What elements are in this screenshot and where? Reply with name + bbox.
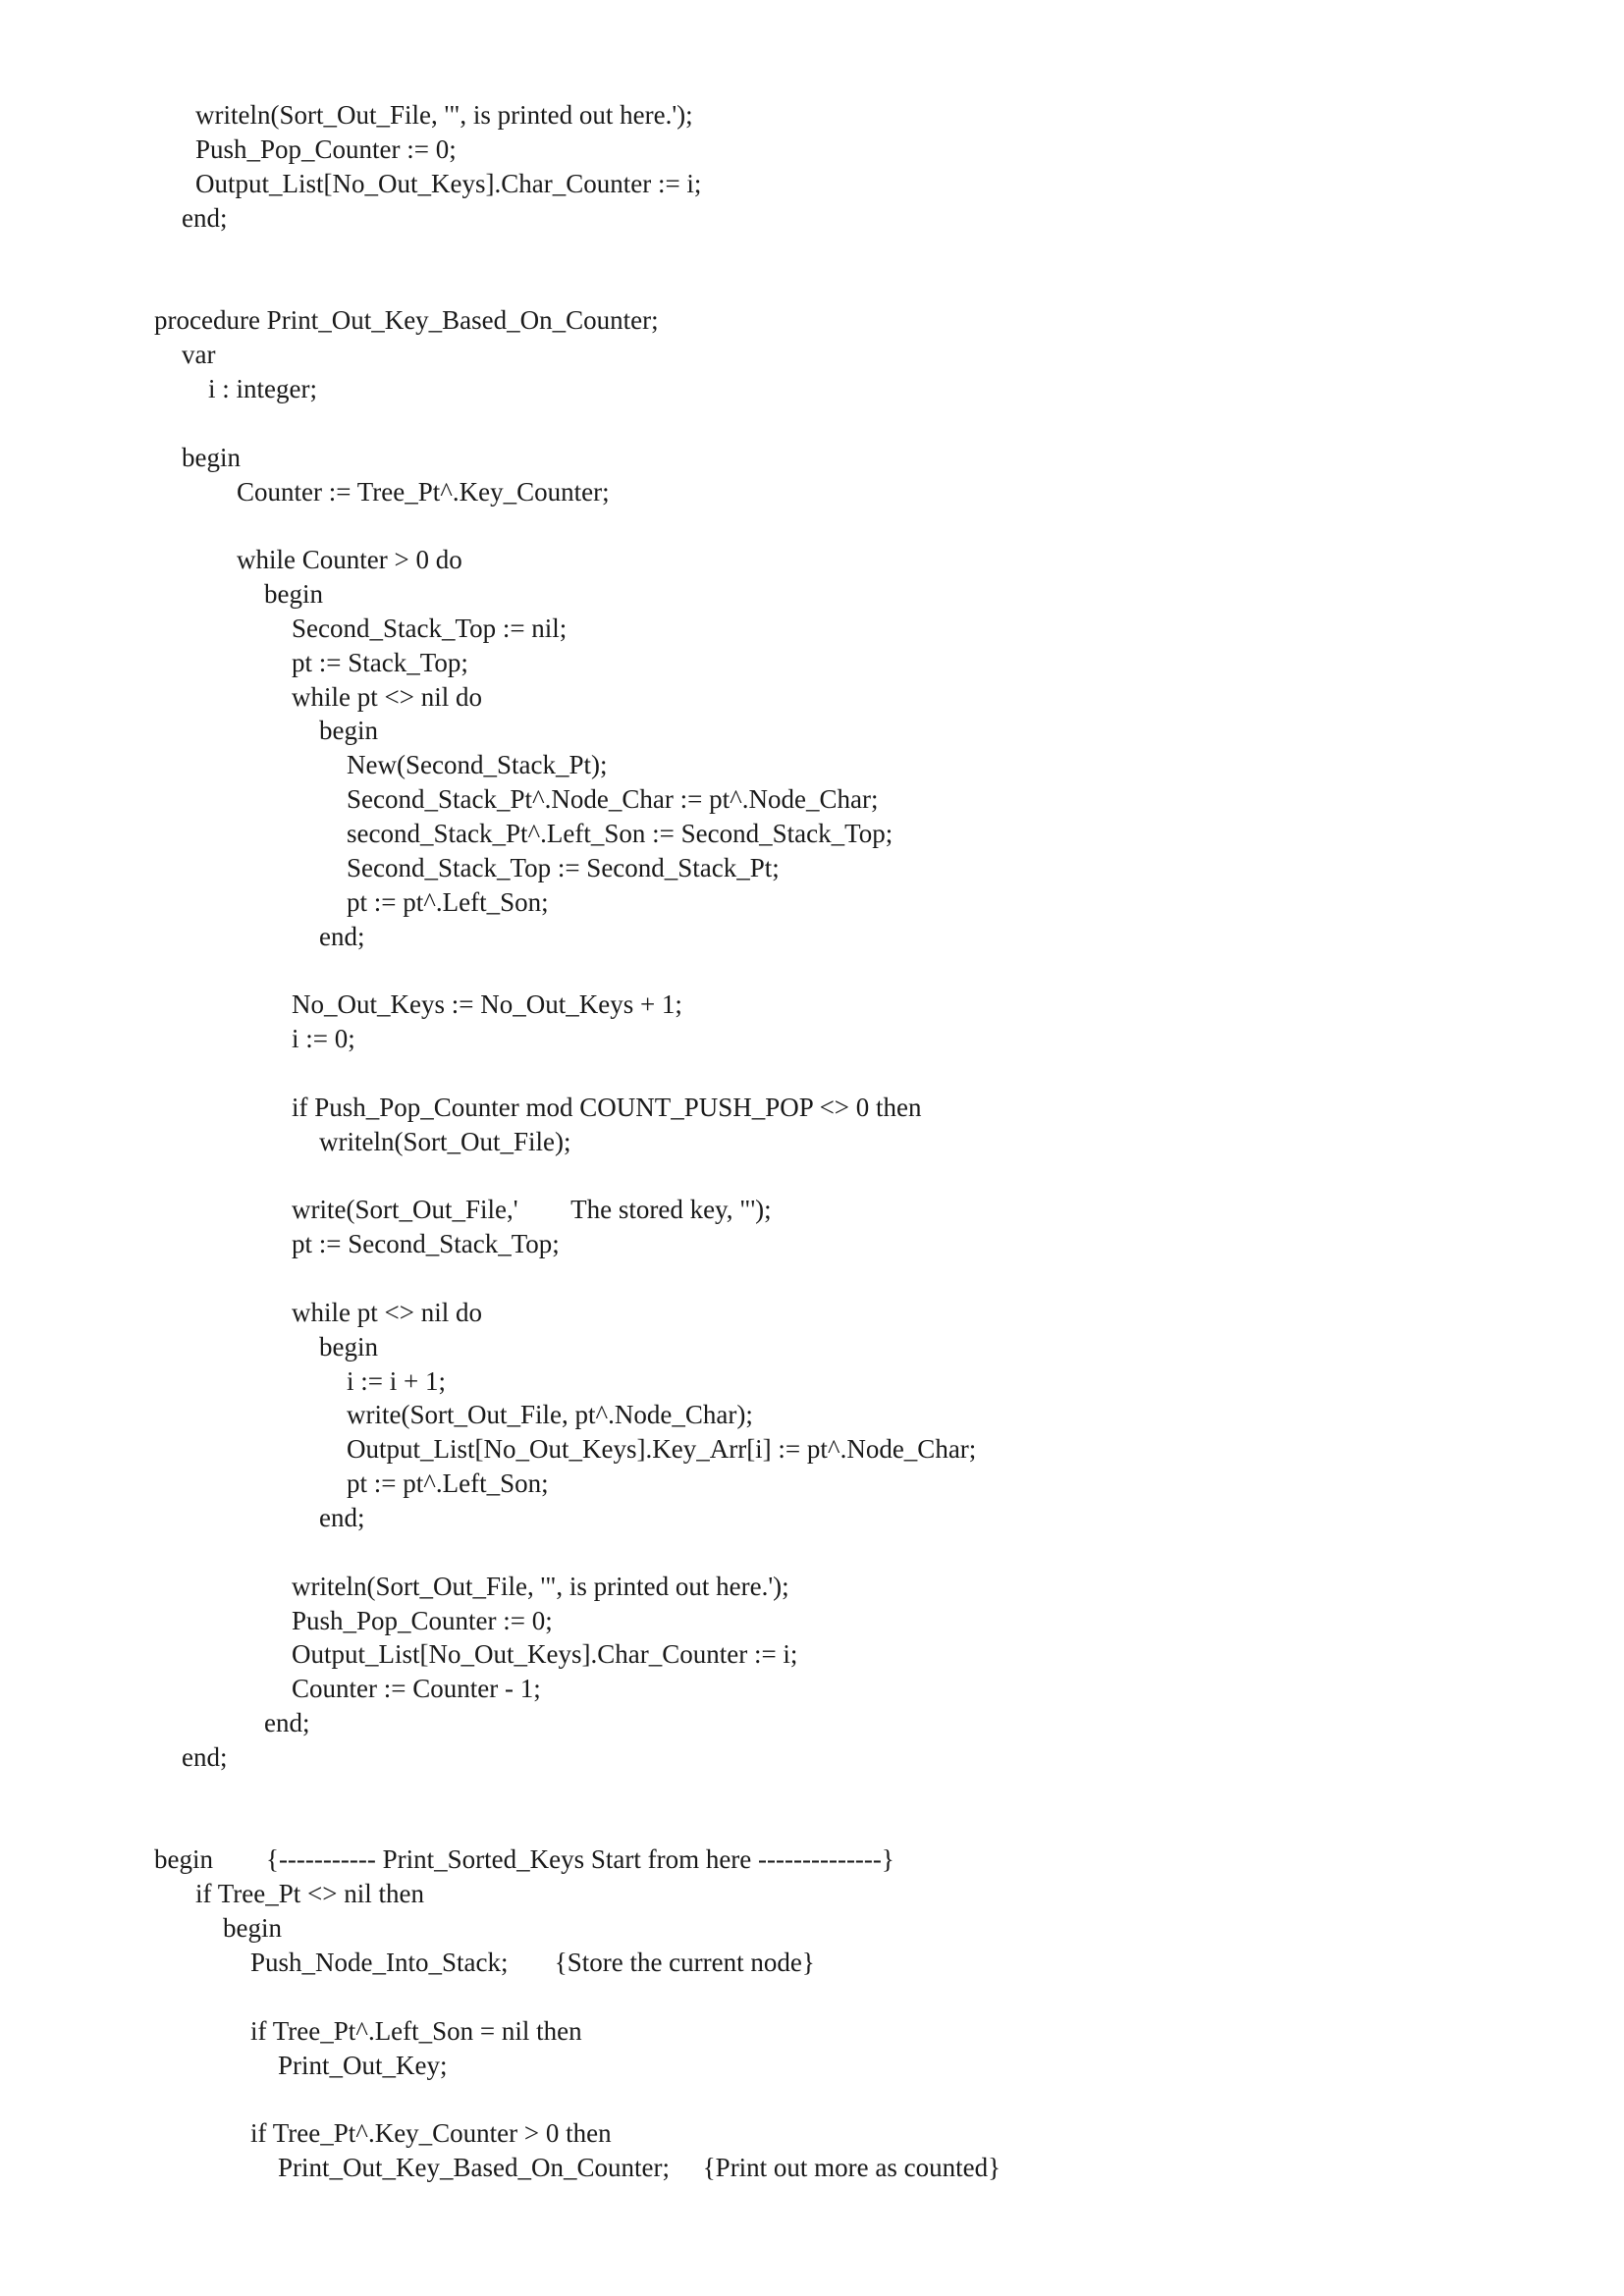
code-line: Push_Pop_Counter := 0; xyxy=(195,134,457,164)
code-line: write(Sort_Out_File,' The stored key, "'); xyxy=(292,1195,772,1224)
code-line: Second_Stack_Top := nil; xyxy=(292,614,568,643)
code-line: if Push_Pop_Counter mod COUNT_PUSH_POP <> 0 then xyxy=(292,1093,922,1122)
code-line: writeln(Sort_Out_File); xyxy=(319,1127,571,1156)
code-line: Second_Stack_Pt^.Node_Char := pt^.Node_Char; xyxy=(347,784,879,814)
code-line: Print_Out_Key; xyxy=(278,2051,448,2080)
code-line: No_Out_Keys := No_Out_Keys + 1; xyxy=(292,989,682,1019)
code-line: Print_Out_Key_Based_On_Counter; {Print out more as counted} xyxy=(278,2153,1001,2182)
code-line: writeln(Sort_Out_File, '", is printed out here.'); xyxy=(292,1572,789,1601)
code-line: end; xyxy=(319,1503,365,1532)
code-line: while pt <> nil do xyxy=(292,682,482,712)
code-line: var xyxy=(182,340,216,369)
code-line: end; xyxy=(182,1742,228,1772)
code-line: Output_List[No_Out_Keys].Key_Arr[i] := pt^.Node_Char; xyxy=(347,1434,977,1464)
code-line: end; xyxy=(319,922,365,951)
code-line: begin xyxy=(264,579,323,609)
code-line: pt := Stack_Top; xyxy=(292,648,468,677)
code-line: if Tree_Pt^.Key_Counter > 0 then xyxy=(250,2118,612,2148)
code-line: pt := pt^.Left_Son; xyxy=(347,887,549,917)
code-line: while pt <> nil do xyxy=(292,1298,482,1327)
code-line: Counter := Counter - 1; xyxy=(292,1674,541,1703)
code-line: i := 0; xyxy=(292,1024,355,1053)
code-line: Output_List[No_Out_Keys].Char_Counter := i; xyxy=(292,1639,798,1669)
code-line: begin xyxy=(182,443,241,472)
code-line: write(Sort_Out_File, pt^.Node_Char); xyxy=(347,1400,753,1429)
code-line: pt := pt^.Left_Son; xyxy=(347,1468,549,1498)
code-line: second_Stack_Pt^.Left_Son := Second_Stack_Top; xyxy=(347,819,893,848)
code-line: begin {----------- Print_Sorted_Keys Start from here --------------} xyxy=(154,1844,894,1874)
code-line: procedure Print_Out_Key_Based_On_Counter; xyxy=(154,305,659,335)
code-line: end; xyxy=(182,203,228,233)
code-line: begin xyxy=(319,1332,378,1362)
code-line: pt := Second_Stack_Top; xyxy=(292,1229,560,1258)
code-line: end; xyxy=(264,1708,310,1737)
code-line: if Tree_Pt^.Left_Son = nil then xyxy=(250,2016,582,2046)
code-line: i : integer; xyxy=(208,374,317,403)
code-line: begin xyxy=(223,1913,282,1943)
code-line: begin xyxy=(319,716,378,745)
code-line: writeln(Sort_Out_File, '", is printed out here.'); xyxy=(195,100,693,130)
code-line: New(Second_Stack_Pt); xyxy=(347,750,608,779)
code-line: Push_Node_Into_Stack; {Store the current node} xyxy=(250,1948,815,1977)
code-line: Second_Stack_Top := Second_Stack_Pt; xyxy=(347,853,780,882)
code-line: Counter := Tree_Pt^.Key_Counter; xyxy=(237,477,610,507)
code-line: if Tree_Pt <> nil then xyxy=(195,1879,424,1908)
code-line: Push_Pop_Counter := 0; xyxy=(292,1606,553,1635)
code-line: while Counter > 0 do xyxy=(237,545,462,574)
code-line: Output_List[No_Out_Keys].Char_Counter := i; xyxy=(195,169,702,198)
code-line: i := i + 1; xyxy=(347,1366,446,1396)
